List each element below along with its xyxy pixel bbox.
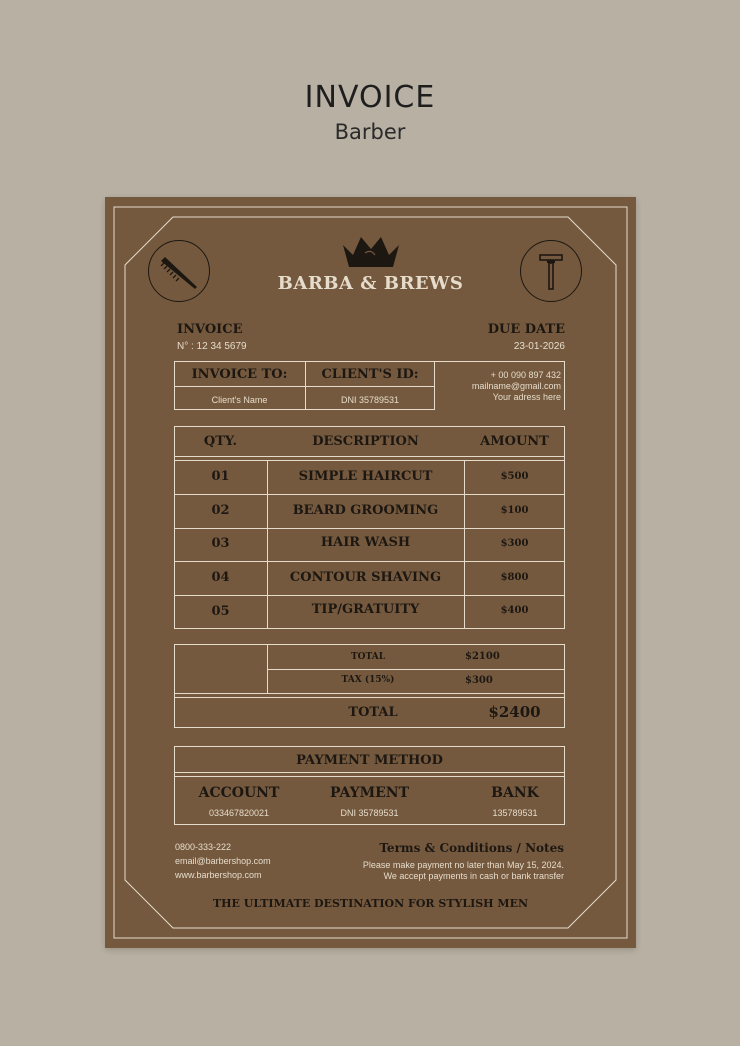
subtotal-label: TOTAL <box>350 652 386 662</box>
contact-email: email@barbershop.com <box>175 856 271 866</box>
row-amount: $800 <box>500 572 529 583</box>
payment-payment-value: DNI 35789531 <box>340 808 399 818</box>
row-qty: 04 <box>211 570 230 585</box>
row-description: BEARD GROOMING <box>292 503 439 518</box>
grand-total-label: TOTAL <box>348 705 398 720</box>
contact-phone-top: + 00 090 897 432 <box>490 370 561 380</box>
client-id-value: DNI 35789531 <box>340 395 400 405</box>
terms-line-2: We accept payments in cash or bank transfer <box>383 871 564 881</box>
row-amount: $100 <box>500 505 529 516</box>
row-amount: $300 <box>500 538 529 549</box>
col-header-qty: QTY. <box>203 434 238 449</box>
row-qty: 05 <box>211 604 230 619</box>
col-header-description: DESCRIPTION <box>312 434 419 449</box>
terms-line-1: Please make payment no later than May 15, 2024. <box>362 860 564 870</box>
tax-value: $300 <box>465 675 493 686</box>
tax-label: TAX (15%) <box>341 675 395 685</box>
client-name: Client's Name <box>211 395 268 405</box>
invoice-sheet <box>105 197 636 948</box>
subtotal-value: $2100 <box>465 651 500 662</box>
row-description: TIP/GRATUITY <box>311 602 420 617</box>
row-amount: $500 <box>500 471 529 482</box>
invoice-number: N° : 12 34 5679 <box>177 341 247 352</box>
row-description: SIMPLE HAIRCUT <box>298 469 433 484</box>
contact-website: www.barbershop.com <box>175 870 262 880</box>
due-date-value: 23-01-2026 <box>513 341 565 352</box>
page-subtitle: Barber <box>334 120 406 144</box>
brand-name: BARBA & BREWS <box>277 273 464 294</box>
row-qty: 01 <box>211 469 230 484</box>
contact-phone: 0800-333-222 <box>175 842 232 852</box>
row-qty: 03 <box>211 536 230 551</box>
terms-title: Terms & Conditions / Notes <box>379 841 564 855</box>
payment-account-value: 033467820021 <box>208 808 270 818</box>
page-title: INVOICE <box>304 80 436 115</box>
invoice-to-label: INVOICE TO: <box>191 367 288 382</box>
row-description: HAIR WASH <box>320 535 411 550</box>
crown-icon <box>105 235 636 269</box>
payment-method-title: PAYMENT METHOD <box>296 753 443 768</box>
col-header-amount: AMOUNT <box>480 434 549 449</box>
page-header <box>0 78 740 146</box>
row-qty: 02 <box>211 503 230 518</box>
client-id-label: CLIENT'S ID: <box>321 367 419 382</box>
due-date-label: DUE DATE <box>487 322 565 337</box>
payment-bank-label: BANK <box>491 785 539 801</box>
payment-account-label: ACCOUNT <box>198 785 280 801</box>
payment-payment-label: PAYMENT <box>329 785 410 801</box>
contact-email-top: mailname@gmail.com <box>471 381 561 391</box>
invoice-label: INVOICE <box>177 322 243 337</box>
row-description: CONTOUR SHAVING <box>289 570 442 585</box>
contact-address-top: Your adress here <box>492 392 561 402</box>
grand-total-value: $2400 <box>488 703 541 721</box>
footer-tagline: THE ULTIMATE DESTINATION FOR STYLISH MEN <box>212 897 529 910</box>
row-amount: $400 <box>500 605 529 616</box>
payment-bank-value: 135789531 <box>492 808 538 818</box>
